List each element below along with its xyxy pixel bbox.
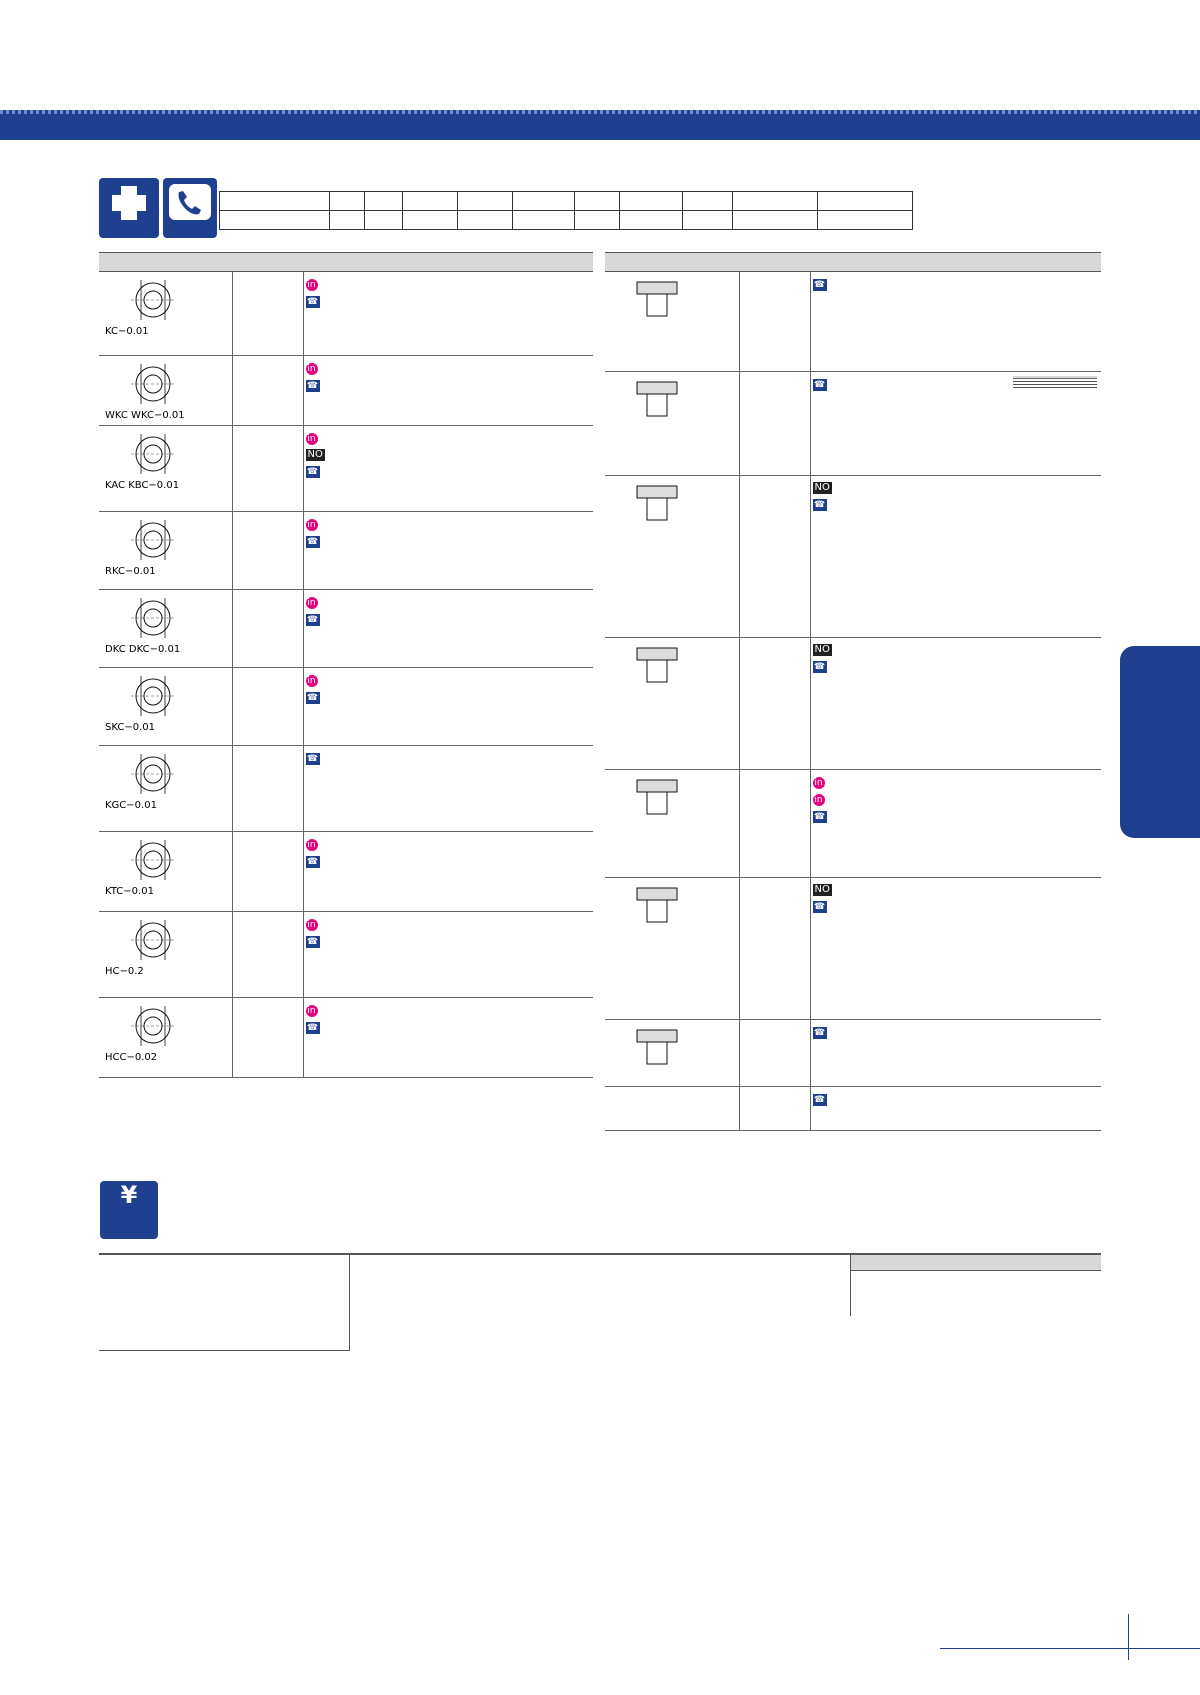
option-code-cell [232,746,303,832]
svg-text:KC−0.01: KC−0.01 [105,326,149,337]
option-name-cell [99,668,232,746]
option-row-re [605,770,1101,878]
order-example-icon: ☎ [813,500,826,510]
option-code-cell [739,638,810,770]
option-description-cell [810,1087,1101,1131]
svg-text:HCC−0.02: HCC−0.02 [105,1052,158,1063]
order-example-icon: ☎ [813,1028,826,1038]
option-description-cell [810,272,1101,372]
col-step [350,1254,851,1316]
option-name-cell [605,878,739,1020]
option-description-cell [810,878,1101,1020]
order-example-icon: ☎ [813,662,826,672]
option-row-hcc [99,998,593,1078]
col-price-header [851,1254,1102,1270]
order-example-icon: ☎ [306,937,319,947]
option-code-cell [232,832,303,912]
order-example-icon: ☎ [306,754,319,764]
option-name-cell [99,590,232,668]
option-name-cell [99,272,232,356]
option-name-cell [605,638,739,770]
option-row-skc [99,668,593,746]
footer-rule [940,1648,1200,1649]
svg-text:KTC−0.01: KTC−0.01 [105,886,154,897]
increment-icon: in [814,795,823,805]
option-description-cell [303,746,593,832]
option-code-cell [232,272,303,356]
increment-icon: in [307,840,316,850]
price-table [99,1253,1101,1351]
option-row-akcp [605,1020,1101,1087]
gvc-thickness-table [1013,376,1097,388]
option-code-cell [739,770,810,878]
order-example-icon: ☎ [813,902,826,912]
order-example-icon: ☎ [306,467,319,477]
option-code-cell [232,998,303,1078]
order-example-icon: ☎ [306,381,319,391]
option-description-cell [303,272,593,356]
increment-icon: in [814,778,823,788]
option-name-cell [605,1020,739,1087]
option-row-hc [99,912,593,998]
option-description-cell [303,426,593,512]
option-code-cell [232,356,303,426]
order-icon [163,178,217,238]
increment-icon: in [307,434,316,444]
col-no [99,1254,350,1350]
order-example-icon: ☎ [306,693,319,703]
option-code-cell [739,1020,810,1087]
order-example-icon: ☎ [813,280,826,290]
option-description-cell [810,1020,1101,1087]
brand-logo [880,58,1200,144]
option-description-cell [303,512,593,590]
option-code-cell [739,1087,810,1131]
option-row-kac-kbc [99,426,593,512]
addition-icon [99,178,159,238]
order-example-icon: ☎ [306,857,319,867]
svg-text:DKC DKC−0.01: DKC DKC−0.01 [105,644,181,655]
no-icon: NO [814,644,830,655]
option-name-cell [99,746,232,832]
option-description-cell [303,912,593,998]
option-code-cell [739,372,810,476]
option-code-cell [232,426,303,512]
no-icon: NO [814,884,830,895]
increment-icon: in [307,520,316,530]
increment-icon: in [307,364,316,374]
svg-text:HC−0.2: HC−0.2 [105,966,144,977]
order-example-icon: ☎ [306,615,319,625]
option-description-cell [810,638,1101,770]
option-description-cell [303,998,593,1078]
no-icon: NO [814,482,830,493]
option-code-cell [232,512,303,590]
left-options-table [99,252,593,1078]
svg-text:RKC−0.01: RKC−0.01 [105,566,156,577]
option-name-cell [99,512,232,590]
option-description-cell [810,476,1101,638]
svg-text:SKC−0.01: SKC−0.01 [105,722,155,733]
option-row-wkc [99,356,593,426]
code-number-table [219,191,913,230]
option-name-cell [99,356,232,426]
option-row-gvd [605,476,1101,638]
order-example-icon: ☎ [306,297,319,307]
increment-icon: in [307,280,316,290]
option-name-cell [99,912,232,998]
option-description-cell [303,590,593,668]
order-example-icon: ☎ [813,1095,826,1105]
svg-text:KGC−0.01: KGC−0.01 [105,800,157,811]
option-description-cell [810,770,1101,878]
option-row-ktc [99,832,593,912]
option-name-cell [605,770,739,878]
order-example-icon: ☎ [306,1023,319,1033]
option-name-cell [605,476,739,638]
increment-icon: in [307,676,316,686]
option-code-cell [232,912,303,998]
option-code-cell [739,476,810,638]
option-row-akcz [605,1087,1101,1131]
option-name-cell [605,272,739,372]
option-row-kc [99,272,593,356]
option-row-rr [605,272,1101,372]
no-icon: NO [307,449,323,460]
discount-title [163,1184,175,1201]
right-options-table [605,252,1101,1131]
option-name-cell [99,832,232,912]
option-code-cell [232,668,303,746]
svg-text:KAC KBC−0.01: KAC KBC−0.01 [105,480,180,491]
order-example-icon: ☎ [813,380,826,390]
price-icon: ¥ [100,1181,158,1239]
option-name-cell [99,426,232,512]
option-name-cell [605,372,739,476]
option-description-cell [810,372,1101,476]
option-description-cell [303,356,593,426]
option-row-rkc [99,512,593,590]
increment-icon: in [307,920,316,930]
option-code-cell [739,878,810,1020]
option-name-cell [605,1087,739,1131]
option-row-ac [605,638,1101,770]
order-example-icon: ☎ [813,812,826,822]
option-code-cell [232,590,303,668]
option-row-gvc [605,372,1101,476]
svg-text:WKC WKC−0.01: WKC WKC−0.01 [105,410,185,421]
option-code-cell [739,272,810,372]
option-description-cell [303,832,593,912]
order-example-icon: ☎ [306,537,319,547]
increment-icon: in [307,598,316,608]
option-description-cell [303,668,593,746]
increment-icon: in [307,1006,316,1016]
option-row-nhc [605,878,1101,1020]
option-name-cell [99,998,232,1078]
option-row-kgc [99,746,593,832]
option-row-dkc [99,590,593,668]
category-side-tab[interactable] [1120,646,1200,838]
page-divider [1128,1614,1129,1660]
